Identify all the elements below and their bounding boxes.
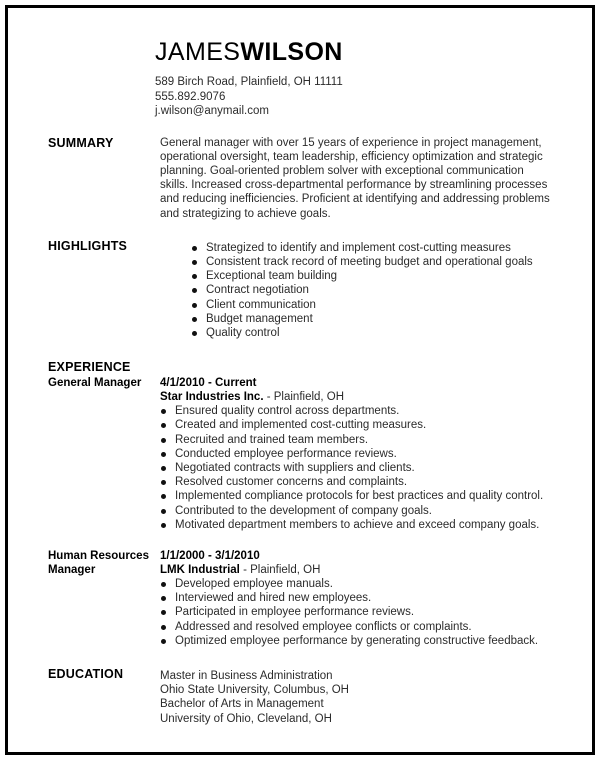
job-location: - Plainfield, OH — [263, 391, 345, 404]
list-item: Exceptional team building — [191, 269, 586, 283]
list-item: Resolved customer concerns and complaints. — [160, 475, 555, 489]
highlights-heading: HIGHLIGHTS — [48, 238, 128, 253]
list-item: Addressed and resolved employee conflicts or complaints. — [160, 620, 555, 634]
first-name: JAMES — [155, 38, 241, 66]
experience-section — [8, 360, 592, 648]
job-company-name: Star Industries Inc. — [160, 391, 264, 404]
job-company-line — [160, 563, 592, 577]
education-entry: Ohio State University, Columbus, OH — [160, 684, 349, 697]
list-item: Client communication — [191, 298, 586, 312]
list-item: Created and implemented cost-cutting measures. — [160, 418, 555, 432]
list-item: Consistent track record of meeting budget and operational goals — [191, 255, 586, 269]
job-dates: 1/1/2000 - 3/1/2010 — [160, 549, 260, 562]
list-item: Budget management — [191, 312, 586, 326]
list-item: Contract negotiation — [191, 283, 586, 297]
last-name: WILSON — [240, 38, 343, 66]
job-company-line — [160, 390, 592, 404]
list-item: Participated in employee performance reviews. — [160, 605, 555, 619]
summary-body — [160, 136, 592, 221]
job-company-name: LMK Industrial — [160, 563, 240, 576]
education-body — [160, 669, 592, 726]
experience-entry — [48, 549, 592, 648]
list-item: Optimized employee performance by generating constructive feedback. — [160, 634, 555, 648]
list-item: Recruited and trained team members. — [160, 433, 555, 447]
contact-block — [155, 75, 592, 119]
education-heading: EDUCATION — [48, 666, 124, 681]
highlights-list — [191, 241, 592, 340]
contact-email: j.wilson@anymail.com — [155, 105, 269, 117]
job-details — [160, 549, 592, 648]
job-location: - Plainfield, OH — [239, 563, 321, 576]
list-item: Developed employee manuals. — [160, 577, 555, 591]
page-title — [155, 38, 592, 66]
list-item: Conducted employee performance reviews. — [160, 447, 555, 461]
summary-heading: SUMMARY — [48, 135, 114, 150]
list-item: Quality control — [191, 326, 586, 340]
experience-entry — [48, 376, 592, 532]
highlights-body — [191, 241, 592, 340]
experience-jobs — [48, 376, 592, 648]
summary-text: General manager with over 15 years of experience in project management, operational oversight, team leadership, efficiency optimization and strategic planning. Goal-oriented problem solver with exceptional communication skills. Increased cross-departmental performance by streamlining processes and reducing inefficiencies. Proficient at identifying and addressing problems and strategizing to achieve goals. — [160, 136, 550, 220]
job-title: Human Resources Manager — [48, 549, 149, 576]
list-item: Strategized to identify and implement cost-cutting measures — [191, 241, 586, 255]
education-entry: Bachelor of Arts in Management — [160, 698, 324, 711]
job-bullet-list — [160, 577, 592, 648]
job-dates: 4/1/2010 - Current — [160, 377, 257, 390]
list-item: Ensured quality control across departments. — [160, 404, 555, 418]
education-section — [8, 667, 592, 726]
resume-header — [8, 8, 592, 119]
highlights-section — [8, 239, 592, 340]
list-item: Motivated department members to achieve and exceed company goals. — [160, 518, 555, 532]
education-entry: Master in Business Administration — [160, 669, 333, 682]
job-bullet-list — [160, 404, 592, 532]
list-item: Negotiated contracts with suppliers and clients. — [160, 461, 555, 475]
education-list — [160, 669, 592, 726]
list-item: Implemented compliance protocols for best practices and quality control. — [160, 489, 555, 503]
contact-address: 589 Birch Road, Plainfield, OH 11111 — [155, 76, 343, 88]
resume-page — [5, 5, 595, 755]
education-entry: University of Ohio, Cleveland, OH — [160, 712, 332, 725]
list-item: Interviewed and hired new employees. — [160, 591, 555, 605]
experience-heading: EXPERIENCE — [48, 360, 131, 375]
resume-sheet — [8, 8, 592, 752]
summary-section — [8, 136, 592, 221]
job-details — [160, 376, 592, 532]
contact-phone: 555.892.9076 — [155, 90, 226, 103]
job-title: General Manager — [48, 377, 142, 390]
list-item: Contributed to the development of company goals. — [160, 504, 555, 518]
